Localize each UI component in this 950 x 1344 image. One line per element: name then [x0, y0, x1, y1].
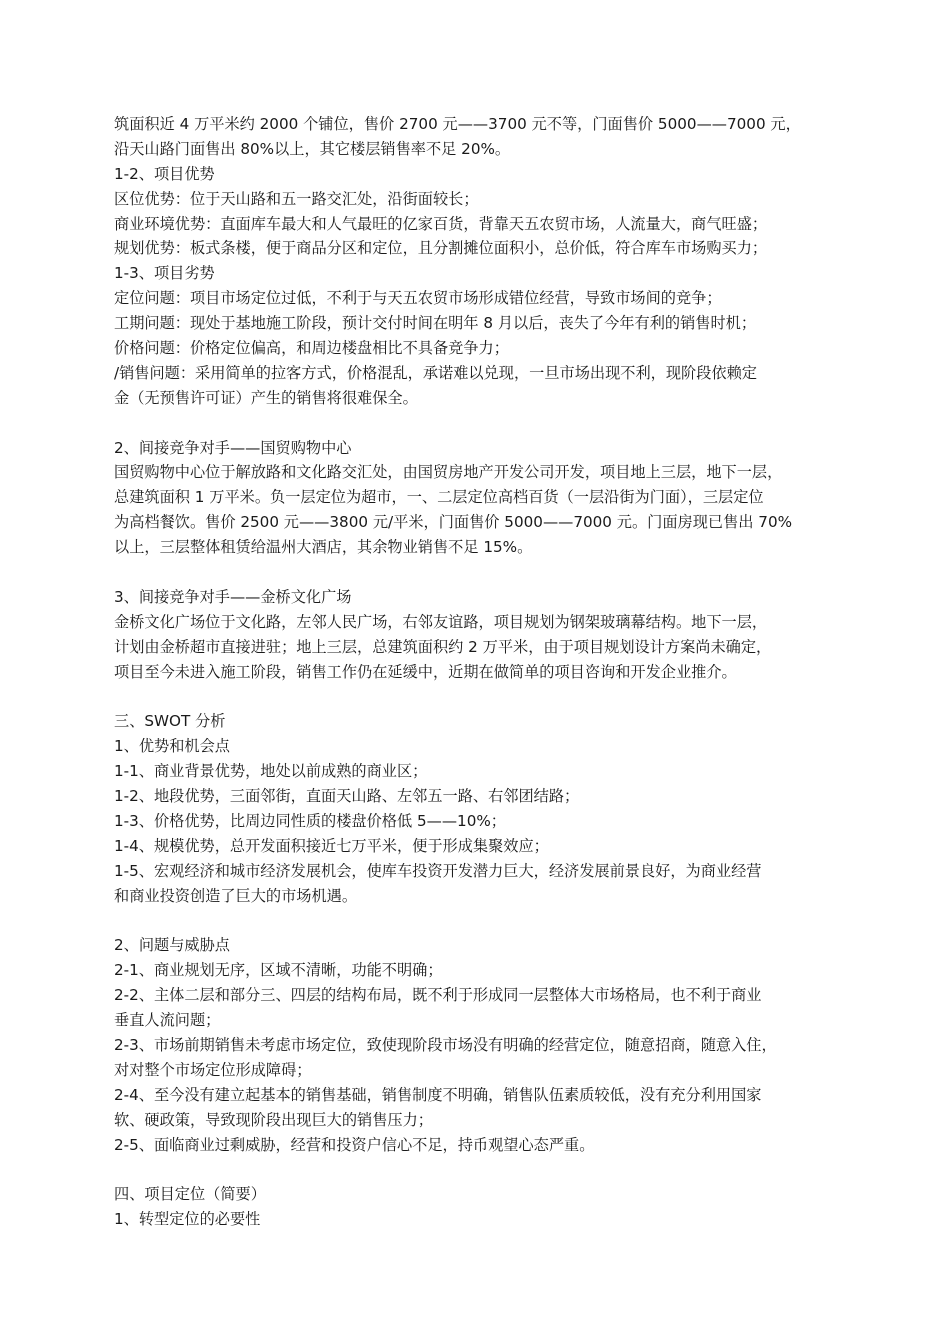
- text-line: 2、间接竞争对手——国贸购物中心: [114, 438, 352, 457]
- text-line: 区位优势：位于天山路和五一路交汇处，沿街面较长；: [114, 189, 479, 208]
- blank-line: [114, 909, 850, 934]
- text-line: 工期问题：现处于基地施工阶段，预计交付时间在明年 8 月以后，丧失了今年有利的销售时机；: [114, 314, 757, 333]
- text-line: 3、间接竞争对手——金桥文化广场: [114, 587, 352, 606]
- text-line: 1-1、商业背景优势，地处以前成熟的商业区；: [114, 762, 428, 781]
- text-line: 2-1、商业规划无序，区域不清晰，功能不明确；: [114, 961, 443, 980]
- text-line: 项目至今未进入施工阶段，销售工作仍在延缓中，近期在做简单的项目咨询和开发企业推介。: [114, 662, 737, 681]
- text-line: 规划优势：板式条楼，便于商品分区和定位，且分割摊位面积小，总价低，符合库车市场购买力；: [114, 239, 768, 258]
- text-line: 筑面积近 4 万平米约 2000 个铺位，售价 2700 元——3700 元不等，门面售价 5000——7000 元，: [114, 115, 801, 133]
- text-line: 总建筑面积 1 万平米。负一层定位为超市，一、二层定位高档百货（一层沿街为门面），三层定位: [114, 488, 764, 507]
- text-line: 为高档餐饮。售价 2500 元——3800 元/平米，门面售价 5000——7000 元。门面房现已售出 70%: [114, 513, 793, 532]
- text-line: 1-2、项目优势: [114, 164, 215, 183]
- text-line: 软、硬政策，导致现阶段出现巨大的销售压力；: [114, 1110, 433, 1129]
- text-line: 1-2、地段优势，三面邻街，直面天山路、左邻五一路、右邻团结路；: [114, 787, 580, 806]
- text-line: 对对整个市场定位形成障碍；: [114, 1060, 312, 1079]
- text-line: 金（无预售许可证）产生的销售将很难保全。: [114, 388, 418, 407]
- text-line: 垂直人流问题；: [114, 1011, 221, 1030]
- text-line: 商业环境优势：直面库车最大和人气最旺的亿家百货，背靠天五农贸市场，人流量大，商气旺盛；: [114, 214, 768, 233]
- document-body: [114, 112, 850, 1232]
- text-line: 和商业投资创造了巨大的市场机遇。: [114, 886, 357, 905]
- text-line: 1、优势和机会点: [114, 737, 230, 756]
- text-line: 沿天山路门面售出 80%以上，其它楼层销售率不足 20%。: [114, 139, 511, 158]
- text-line: 1、转型定位的必要性: [114, 1210, 261, 1229]
- text-line: 1-4、规模优势，总开发面积接近七万平米，便于形成集聚效应；: [114, 836, 549, 855]
- text-line: 以上，三层整体租赁给温州大酒店，其余物业销售不足 15%。: [114, 538, 533, 557]
- text-line: /销售问题：采用简单的拉客方式，价格混乱，承诺难以兑现，一旦市场出现不利，现阶段依赖定: [114, 363, 757, 382]
- text-line: 1-5、宏观经济和城市经济发展机会，使库车投资开发潜力巨大，经济发展前景良好，为商业经营: [114, 861, 762, 880]
- text-line: 1-3、项目劣势: [114, 264, 215, 283]
- text-line: 2、问题与威胁点: [114, 936, 230, 955]
- text-line: 1-3、价格优势，比周边同性质的楼盘价格低 5——10%；: [114, 811, 506, 830]
- text-line: 2-4、至今没有建立起基本的销售基础，销售制度不明确，销售队伍素质较低，没有充分利用国家: [114, 1085, 762, 1104]
- text-line: 计划由金桥超市直接进驻；地上三层，总建筑面积约 2 万平米，由于项目规划设计方案尚未确定，: [114, 637, 772, 656]
- text-line: 价格问题：价格定位偏高，和周边楼盘相比不具备竞争力；: [114, 339, 509, 358]
- text-line: 2-3、市场前期销售未考虑市场定位，致使现阶段市场没有明确的经营定位，随意招商，随意入住，: [114, 1035, 777, 1054]
- text-line: 三、SWOT 分析: [114, 712, 226, 731]
- blank-line: [114, 560, 850, 585]
- text-line: 国贸购物中心位于解放路和文化路交汇处，由国贸房地产开发公司开发，项目地上三层，地下一层，: [114, 463, 783, 482]
- text-line: 定位问题：项目市场定位过低，不利于与天五农贸市场形成错位经营，导致市场间的竞争；: [114, 289, 722, 308]
- text-line: 金桥文化广场位于文化路，左邻人民广场，右邻友谊路，项目规划为钢架玻璃幕结构。地下一层，: [114, 612, 768, 631]
- text-line: 四、项目定位（简要）: [114, 1185, 266, 1204]
- blank-line: [114, 1157, 850, 1182]
- text-line: 2-5、面临商业过剩威胁，经营和投资户信心不足，持币观望心态严重。: [114, 1135, 595, 1154]
- text-line: 2-2、主体二层和部分三、四层的结构布局，既不利于形成同一层整体大市场格局，也不利于商业: [114, 986, 762, 1005]
- blank-line: [114, 684, 850, 709]
- blank-line: [114, 411, 850, 436]
